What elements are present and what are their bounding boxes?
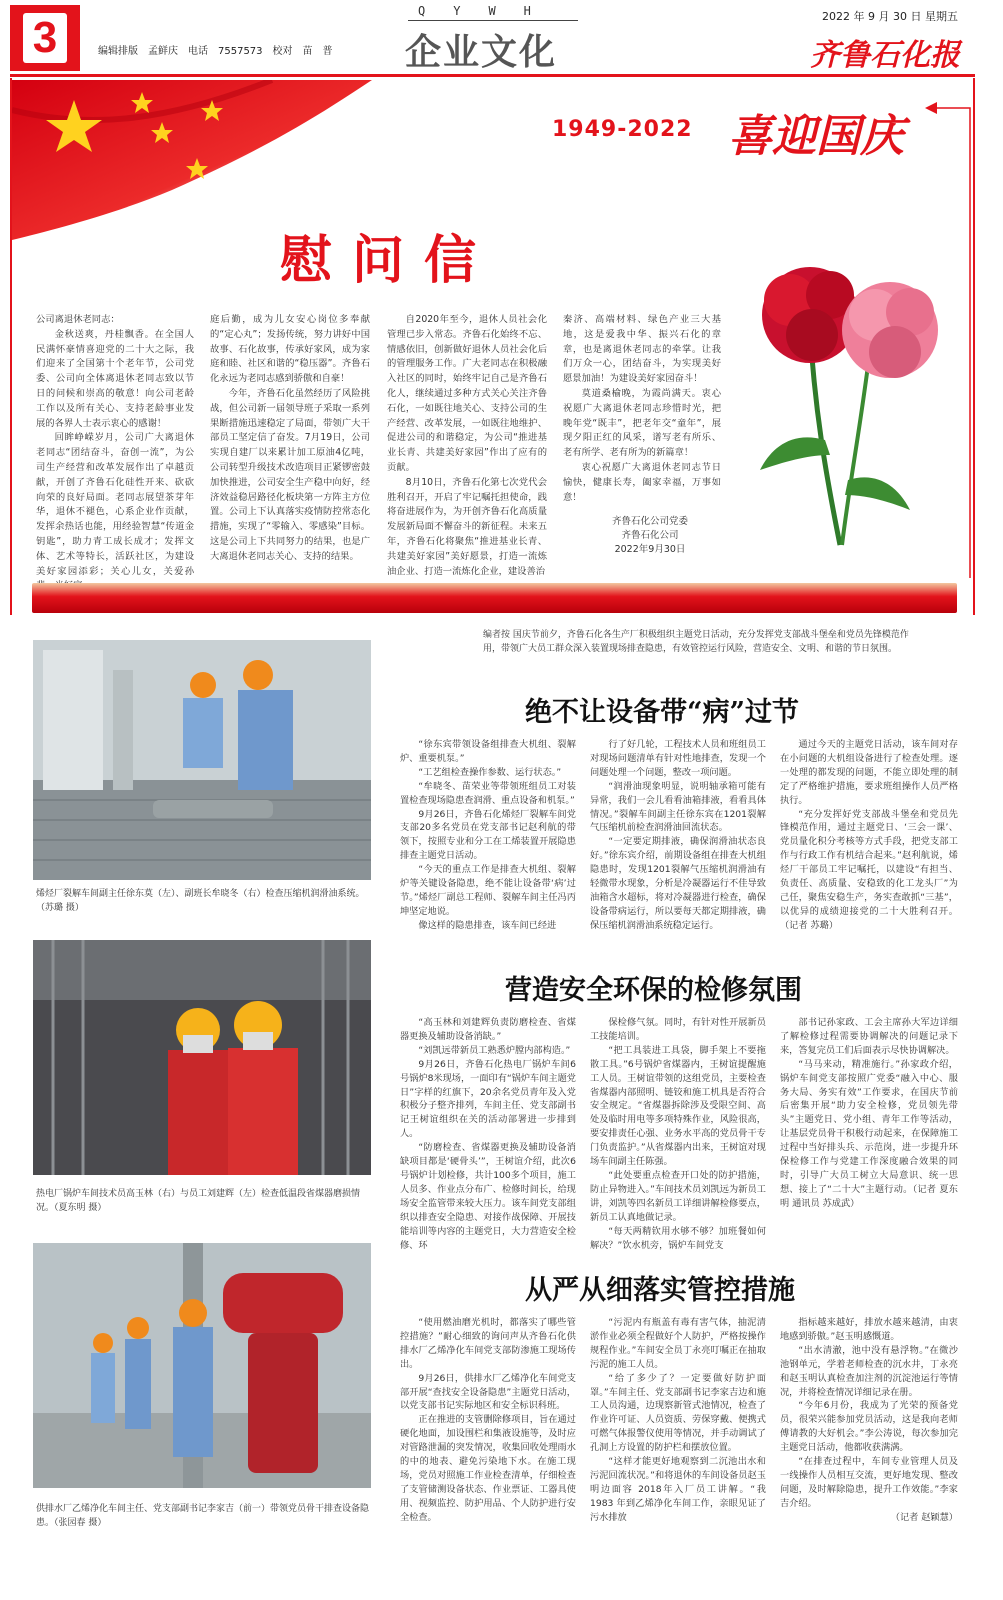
article-1-col-3: 通过今天的主题党日活动，该车间对存在小问题的大机组设备进行了检查处理。逐一处理的都发现的问题，不能立即处理的制定了严格维护措施，要求班组操作人员严格执行。 “充分发挥好党支部战斗堡垒和党员先锋模范作用，通过主题党日、‘三会一课’、党员量化积分考核等方式手段，把党支部工作与行政工作有机结合起来。”赵利航说，烯烃厂干部员工牢记嘱托，以建设“有担当、负责任、高质量、安稳致的化工龙头厂”为己任，聚焦安稳生产，务实查敢抓“三基”，以优异的成绩迎接党的二十大胜利召开。（记者 苏璐）	[780, 739, 958, 931]
article-3-col-1: “使用燃油磨光机时，都落实了哪些管控措施？”耐心细致的询问声从齐鲁石化供排水厂乙烯净化车间党支部防渗施工现场传出。 9月26日，供排水厂乙烯净化车间党支部开展“查找安全设备隐患”主题党日活动，以党支部书记实际地区和安全标识科班。 正在推进的支管删除修项目，旨在通过硬化地面，加设围栏和集液设施等，及时应对管路泄漏的突发情况，收集回收处理雨水的中的地表、避免污染地下水。在施工现场，党员对照施工作业检查清单，仔细检查了支管储测设备状态、作业票证、工器具使用、视频监控、防护用品、个人防护进行安全检查。	[400, 1317, 576, 1523]
article-2-col-3: 部书记孙家政、工会主席孙大军边详细了解检修过程需要协调解决的问题记录下来，答复完员工们后面表示尽快协调解决。 “马马来动，精准施行。”孙家政介绍，锅炉车间党支部按照广党委“融入中心、服务大局、务实有效”工作要求，在国庆节前后密集开展“助力安全检修，党员领先带头”主题党日、党小组、青年工作等活动，让基层党员骨干积极行动起来，在保障施工过程中当好排头兵、示范岗，进一步提升环保检修工作与党建工作深度融合效果的同时，引导广大员工树立大局意识、统一思想、接上了“二十大”主题行动。（记者 夏东明 通讯员 苏成武）	[780, 1017, 958, 1209]
photo-caption-2: 热电厂锅炉车间技术员高玉林（右）与员工刘建辉（左）检查低温段省煤器磨损情况。（夏东明 摄）	[36, 1189, 361, 1213]
section-divider-bar	[32, 583, 957, 613]
letter-column-1: 公司离退休老同志： 金秋送爽，丹桂飘香。在全国人民满怀豪情喜迎党的二十大之际，我们迎来了全国第十个老年节，公司党委、公司向全体离退休老同志致以节日的问候和崇高的敬意！向公司老龄工作以及所有关心、支持老龄事业发展的各界人士表示衷心的感谢！ 回眸峥嵘岁月，公司广大离退休老同志“团结奋斗，奋创一流”，为公司生产经营和改革发展作出了卓越贡献，开创了齐鲁石化硅性开来、砍砍向荣的良好局面。老同志展望茶芽年华，退休不褪色，心系企业作贡献，发挥余热话也能，用经验智慧“传道金钥匙”，助力青工成长成才；发挥文体、艺术等特长，活跃社区，为建设美好家园添彩；关心儿女，关爱孙	[36, 314, 194, 577]
article-3-col-2: “污泥内有瓶盖有毒有害气体，抽泥清淤作业必须全程做好个人防护，严格按操作规程作业。”车间安全员丁永亮叮嘱正在抽取污泥的施工人员。 “给了多少了？一定要做好防护面罩。”车间主任、党支部副书记李家吉边和施工人员沟通，边现察新管式池情况，检查了作业许可证、人员资质、劳保穿戴、便携式可燃气体报警仪使用等情况，并手动调试了孔洞上方设置的防护栏和摆放位置。 “这样才能更好地观察到二沉池出水和污泥回流状况。”和将退休的车间设备员赵玉明边面容 2018年入厂员工讲解。“我 1983 年到乙烯净化车间工作，亲眼见证了污水排放	[590, 1317, 766, 1523]
letter-title: 慰问信	[280, 231, 497, 291]
banner-slogan: 喜迎国庆	[728, 111, 904, 162]
flag-image	[12, 80, 372, 240]
photo-caption-1: 烯烃厂裂解车间副主任徐东莫（左）、副班长牟晓冬（右）检查压缩机润滑油系统。（苏璐 摄）	[36, 889, 365, 913]
photo-valve-check	[33, 1243, 371, 1488]
letter-column-2: 庭后勤，成为儿女安心岗位多奉献的“定心丸”；发扬传统，努力讲好中国故事、石化故事，传承好家风，成为家庭和睦、社区和谐的“稳压器”。齐鲁石化永远为老同志感到骄傲和自豪！ 今年，齐鲁石化虽然经历了风险挑战，但公司新一届领导班子采取一系列果断措施迅速稳定了局面，带领广大干部员工坚定信了奋发。7月19日，公司实现自建厂以来累计加工原油4亿吨，公司转型升级技术改造项目正紧锣密鼓加快推进，公司安全生产稳中向好，经济效益稳居路径化板块第一方阵主方位置。公司上下认真落实疫情防控常态化措施，实现了“零输入、零感染”目标。这是公司上下共同努力的结果，也是广大离退休老同志关心、支持的结果。	[210, 314, 370, 562]
page-number: 3	[10, 5, 80, 71]
header-rule	[10, 74, 975, 77]
editor-line: 编辑排版 孟鲜庆 电话 7557573 校对 苗 普	[98, 46, 333, 57]
article-1-headline: 绝不让设备带“病”过节	[525, 697, 800, 728]
letter-column-4: 秦济、高端材料、绿色产业三大基地，这是爱我中华、振兴石化的章章，也是离退休老同志的牵掌。让我们万众一心，团结奋斗，为实现美好愿景加油！为建设美好家园奋斗！ 莫道桑榆晚，为霞尚满天。衷心祝愿广大离退休老同志珍惜时光，把晚年党“既丰”，把老年交“童年”，展现夕阳正红的风采，谱写老有所乐、老有所学、老有所为的新篇章！ 衷心祝愿广大离退休老同志节日愉快，健康长寿，阖家幸福，万事如意！	[563, 314, 721, 503]
article-3-col-3: 指标越来越好，排放水越来越清，由衷地感到骄傲。”赵玉明感慨道。 “出水清澈，池中没有悬浮物。”在微沙池钢单元，学着老师检查的沉水井，丁永亮和赵玉明认真检查加注剂的沉淀池运行等情况，并将检查情况详细记录在册。 “今年6月份，我成为了光荣的预备党员，很荣兴能参加党员活动，这是我向老师傅请教的大好机会。”李公涛说，每次参加完主题党日活动，他都收获满满。 “在排查过程中，车间专业管理人员及一线操作人员相互交流，更好地发现、整改问题，及时解除隐患，提升工作效能。”李家吉介绍。 （记者 赵颖慧）	[780, 1317, 958, 1523]
issue-date: 2022 年 9 月 30 日 星期五	[822, 10, 958, 23]
letter-signature: 齐鲁石化公司党委 齐鲁石化公司 2022年9月30日	[612, 516, 689, 555]
column-pinyin: QYWH	[418, 4, 559, 18]
article-2-col-1: “高玉林和刘建辉负责防磨检查、省煤器更换及辅助设备消缺。” “刘凯远带新员工熟悉炉膛内部构造。” 9月26日，齐鲁石化热电厂锅炉车间6号锅炉8米现场，一面印有“锅炉车间主题党日”字样的红旗下，20余名党员青年及入党积极分子整齐排列，车间主任、党支部副书记王树谊组织在关的活动部署进一步排到人。 “防磨检查、省煤器更换及辅助设备消缺项目都是‘硬骨头’”，王树谊介绍，此次6号锅炉计划检修，共计100多个项目，施工人员多、作业点分布广、检修时间长，给现场安全监管带来较大压力。该车间党支部组织以排查安全隐患、对接作战保障、开展技能培训等内容的主题党日，大力营造安全检修、环	[400, 1017, 576, 1251]
pinyin-rule	[408, 20, 578, 21]
section-title: 企业文化	[405, 32, 558, 73]
article-1-col-2: 行了好几轮，工程技术人员和班组员工对现场问题清单有针对性地排查，发现一个问题处理一个问题，整改一项问题。 “润滑油现象明显，说明轴承箱可能有异常，我们一会儿看看油箱排液，看看具体情况。”裂解车间副主任徐东宾在1201裂解气压缩机前检查润滑油回流状态。 “一定要定期排液，确保润滑油状态良好。”徐东宾介绍，前期设备组在排查大机组隐患时，发现1201裂解气压缩机润滑油有轻微带水现象，分析是冷凝器运行不佳导致油箱含水超标，将对冷凝器进行检查，确保设备带病运行，所以要每天都定期排液，确保压缩机润滑油系统稳定运行。	[590, 739, 766, 931]
banner-years: 1949-2022	[552, 117, 693, 142]
article-2-col-2: 保检修气氛。同时，有针对性开展新员工技能培训。 “把工具装进工具袋，脚手架上不要拖散工具。”6号锅炉省煤器内，王树谊提醒施工人员。王树谊带领的这组党员，主要检查省煤器内部照明、链铰和施工机具是否符合安全规定。“省煤器拆除涉及受限空间、高处及临时用电等多项特殊作业，风险很高，要安排责任心强、业务水平高的党员骨干专门负责监护。”从省煤器内出来，王树谊对现场车间副主任陈强。 “此处要重点检查开口处的防护措施，防止异物进入。”车间技术员刘凯远为新员工讲，刘凯等四名新员工详细讲解检修要点，新员工认真地做记录。 “每天两精钦用水够不够？加班餐如何解决？”饮水机旁，锅炉车间党支	[590, 1017, 766, 1251]
photo-caption-3: 供排水厂乙烯净化车间主任、党支部副书记李家吉（前一）带领党员骨干排查设备隐患。（张园春 摄）	[36, 1504, 370, 1528]
carnation-image	[730, 240, 970, 550]
letter-column-3: 自2020年至今，退休人员社会化管理已步入常态。齐鲁石化始终不忘、情感依旧，创新做好退休人员社会化后的管理服务工作。广大老同志在积极融入社区的同时，始终牢记自己是齐鲁石化人，继续通过多种方式关心关注齐鲁石化，一如既往地关心、支持公司的生产经营、改革发展，一如既往地维护、促进公司的和谐稳定，为公司“推进基业长青、共建美好家园”作出了应有的贡献。 8月10日，齐鲁石化第七次党代会胜利召开，开启了牢记嘱托担使命，践将奋进展作为，为开创齐鲁石化高质量发展新局面不懈奋斗的新征程。未来五年，齐鲁石化将聚焦“推进基业长青、共建美好家园”美好愿景，打造一流炼油企业、打造一流炼化企业，建设善治	[387, 314, 547, 577]
editor-note: 编者按 国庆节前夕，齐鲁石化各生产厂积极组织主题党日活动，充分发挥党支部战斗堡垒和党员先锋模范作用，带领广大员工群众深入装置现场排查隐患，有效管控运行风险，营造安全、文明、和谐的节日氛围。	[483, 630, 909, 654]
article-2-headline: 营造安全环保的检修氛围	[505, 975, 802, 1006]
photo-compressor-check	[33, 640, 371, 880]
paper-masthead: 齐鲁石化报	[810, 38, 960, 73]
photo-boiler-check	[33, 940, 371, 1175]
article-3-headline: 从严从细落实管控措施	[525, 1275, 795, 1306]
article-1-col-1: “徐东宾带领设备组排查大机组、裂解炉、重要机泵。” “工艺组检查操作参数、运行状态。” “牟晓冬、苗荣业等带领班组员工对装置检查现场隐患查润滑、重点设备和机泵。” 9月26日，齐鲁石化烯烃厂裂解车间党支部20多名党员在党支部书记赵利航的带领下，按照专业和分工在工烯装置开展隐患排查主题党日活动。 “今天的重点工作是排查大机组、裂解炉等关键设备隐患，绝不能让设备带‘病’过节。”烯烃厂副总工程师、裂解车间主任冯丙坤坚定地说。 像这样的隐患排查，该车间已经进	[400, 739, 576, 931]
